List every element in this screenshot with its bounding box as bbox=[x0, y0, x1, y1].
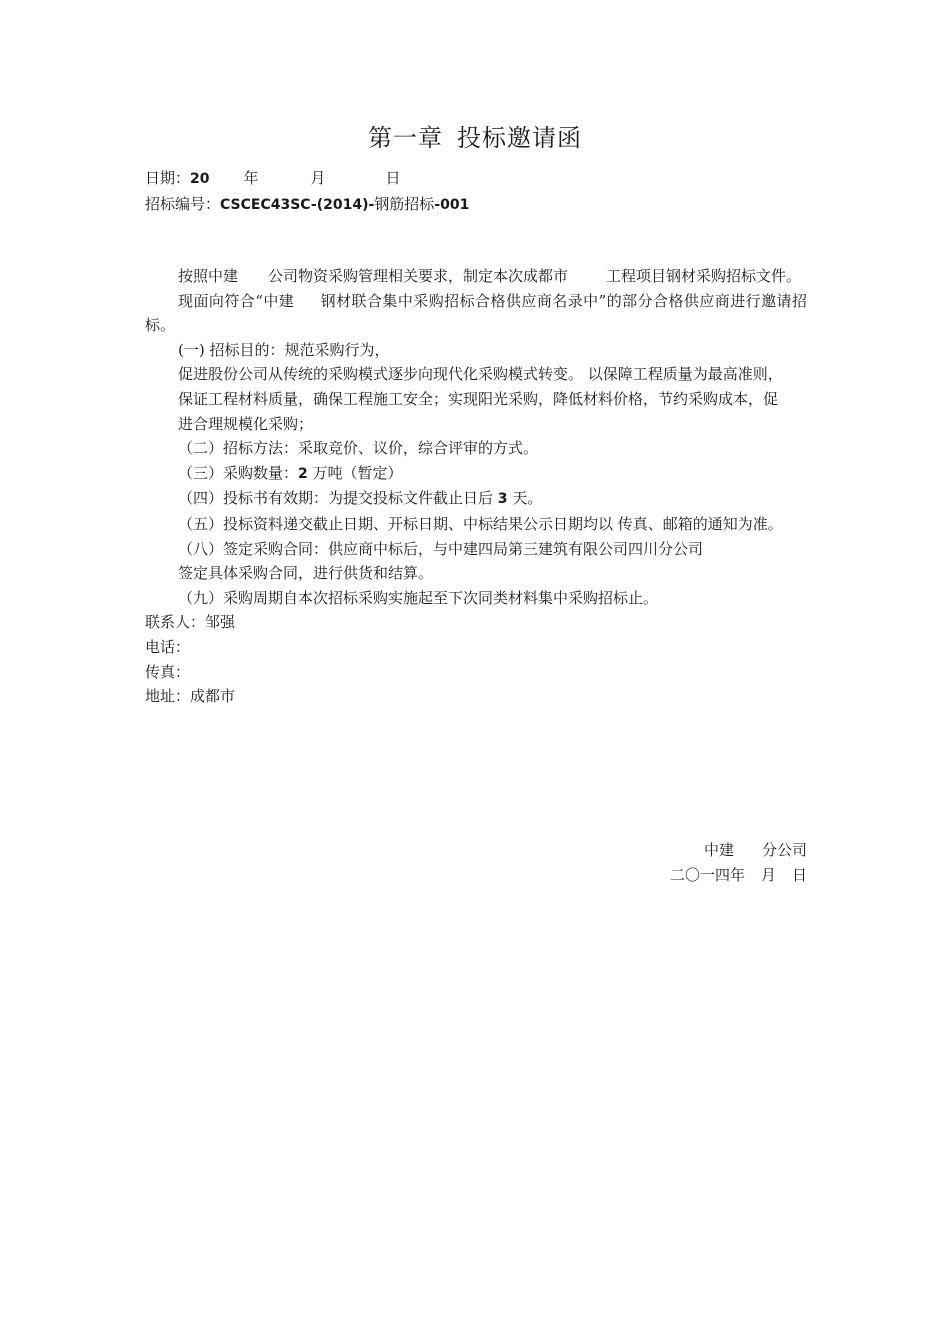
p1-part-a: 按照中建 bbox=[178, 267, 239, 285]
item-validity bbox=[145, 486, 807, 512]
date-year: 年 bbox=[243, 169, 259, 187]
item4-label: （四）投标书有效期：为提交投标文件截止日后 bbox=[178, 489, 494, 508]
signature-day: 日 bbox=[791, 866, 807, 884]
contact-person: 联系人：邹强 bbox=[145, 613, 236, 632]
signature-date bbox=[670, 863, 807, 888]
item-purpose-line3: 保证工程材料质量，确保工程施工安全；实现阳光采购，降低材料价格，节约采购成本，促 bbox=[178, 389, 779, 408]
date-label: 日期： bbox=[145, 169, 191, 187]
item-purpose bbox=[145, 338, 807, 363]
code-label: 招标编号： bbox=[145, 195, 221, 213]
date-year-prefix: 20 bbox=[190, 171, 210, 187]
item-quantity bbox=[145, 461, 807, 487]
item1-text: 招标目的：规范采购行为， bbox=[209, 340, 390, 359]
item-purpose-line4: 进合理规模化采购； bbox=[178, 414, 314, 433]
code-suffix: -001 bbox=[434, 197, 470, 213]
title-text: 投标邀请函 bbox=[457, 124, 582, 152]
contact-fax: 传真： bbox=[145, 662, 191, 681]
chapter-label: 第一章 bbox=[368, 124, 443, 152]
contact-address: 地址：成都市 bbox=[145, 687, 236, 706]
signature-org-b: 分公司 bbox=[761, 841, 807, 859]
p2-part-b: 钢材联合集中采购招标合格供应商名录中”的部分合格供应商进行邀请招标。 bbox=[145, 291, 807, 335]
item4-number: 3 bbox=[497, 491, 508, 508]
contact-phone: 电话： bbox=[145, 637, 191, 656]
signature-block bbox=[670, 838, 807, 888]
signature-org-a: 中建 bbox=[703, 841, 734, 859]
item3-number: 2 bbox=[298, 465, 308, 482]
letter-body bbox=[145, 264, 807, 709]
item-method: （二）招标方法：采取竞价、议价，综合评审的方式。 bbox=[178, 439, 539, 458]
paragraph-invitation bbox=[145, 289, 807, 338]
tender-code-line bbox=[145, 193, 469, 214]
signature-year: 二〇一四年 bbox=[669, 866, 745, 884]
item-contract: （八）签定采购合同：供应商中标后，与中建四局第三建筑有限公司四川分公司 bbox=[178, 539, 704, 558]
item-purpose-line2: 促进股份公司从传统的采购模式逐步向现代化采购模式转变。 以保障工程质量为最高准则， bbox=[178, 365, 783, 384]
signature-org bbox=[670, 838, 807, 863]
p2-part-a: 现面向符合“中建 bbox=[178, 291, 295, 310]
code-mid: 钢筋招标 bbox=[374, 195, 435, 213]
signature-month: 月 bbox=[760, 866, 776, 884]
page-title bbox=[0, 118, 950, 153]
date-line bbox=[145, 167, 401, 188]
item-cycle: （九）采购周期自本次招标采购实施起至下次同类材料集中采购招标止。 bbox=[178, 588, 659, 607]
code-value: CSCEC43SC-(2014)- bbox=[220, 197, 375, 213]
p1-part-b: 公司物资采购管理相关要求，制定本次成都市 bbox=[268, 267, 569, 285]
item3-unit: 万吨（暂定） bbox=[312, 463, 403, 482]
item1-prefix: (一) bbox=[178, 340, 205, 359]
item-deadline: （五）投标资料递交截止日期、开标日期、中标结果公示日期均以 传真、邮箱的通知为准。 bbox=[178, 514, 783, 533]
paragraph-intro bbox=[145, 264, 807, 289]
date-month: 月 bbox=[310, 169, 326, 187]
item3-label: （三）采购数量： bbox=[178, 463, 299, 482]
date-day: 日 bbox=[385, 169, 401, 187]
p1-part-c: 工程项目钢材采购招标文件。 bbox=[606, 267, 802, 285]
item4-unit: 天。 bbox=[512, 489, 543, 508]
item-contract-line2: 签定具体采购合同，进行供货和结算。 bbox=[178, 564, 434, 583]
